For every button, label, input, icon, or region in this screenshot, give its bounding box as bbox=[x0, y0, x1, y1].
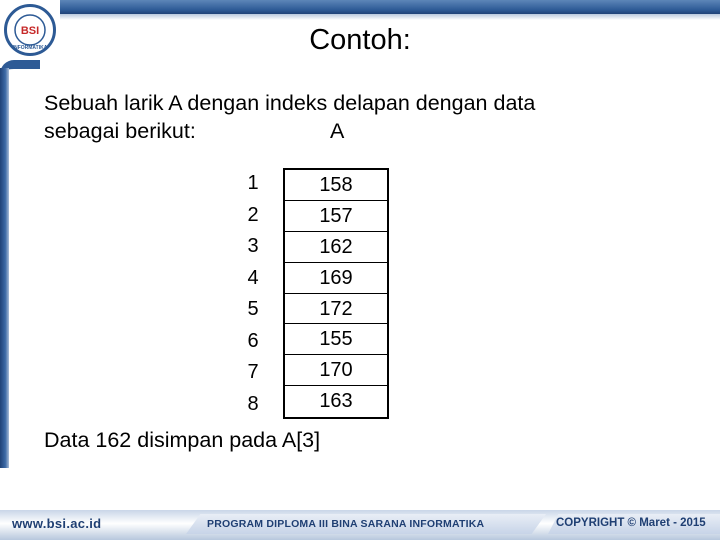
array-index: 2 bbox=[247, 203, 259, 226]
array-index: 6 bbox=[247, 329, 259, 352]
array-cell: 163 bbox=[319, 390, 353, 413]
left-frame-bar bbox=[0, 68, 9, 468]
array-index: 8 bbox=[247, 392, 259, 415]
header-bar bbox=[60, 0, 720, 14]
array-index: 1 bbox=[247, 172, 259, 194]
slide-title: Contoh: bbox=[309, 24, 411, 56]
description-line-1: Sebuah larik A dengan indeks delapan dengan data bbox=[44, 91, 536, 115]
array-cell: 162 bbox=[285, 232, 387, 263]
array-cell: 172 bbox=[285, 294, 387, 325]
array-cell: 170 bbox=[285, 355, 387, 386]
description-line-2: sebagai berikut: bbox=[44, 119, 196, 143]
header-shine bbox=[60, 14, 720, 20]
array-table bbox=[283, 168, 389, 419]
footer bbox=[0, 488, 720, 540]
array-cell: 169 bbox=[285, 263, 387, 294]
array-index: 7 bbox=[247, 361, 259, 383]
array-index: 4 bbox=[247, 266, 259, 289]
footer-website: www.bsi.ac.id bbox=[12, 516, 102, 531]
storage-note: Data 162 disimpan pada A[3] bbox=[44, 428, 321, 452]
description bbox=[44, 89, 535, 145]
index-column bbox=[240, 168, 266, 420]
array-cell: 158 bbox=[285, 170, 387, 201]
footer-program: PROGRAM DIPLOMA III BINA SARANA INFORMATIKA bbox=[207, 518, 485, 530]
array-index: 5 bbox=[247, 298, 259, 320]
footer-copyright: COPYRIGHT © Maret - 2015 bbox=[556, 517, 706, 529]
array-index: 3 bbox=[247, 235, 259, 257]
array-cell: 155 bbox=[285, 324, 387, 355]
logo-text: BSI bbox=[20, 25, 40, 37]
logo-subtext: INFORMATIKA bbox=[12, 45, 48, 51]
array-cell: 157 bbox=[285, 201, 387, 232]
array-name: A bbox=[330, 119, 345, 143]
